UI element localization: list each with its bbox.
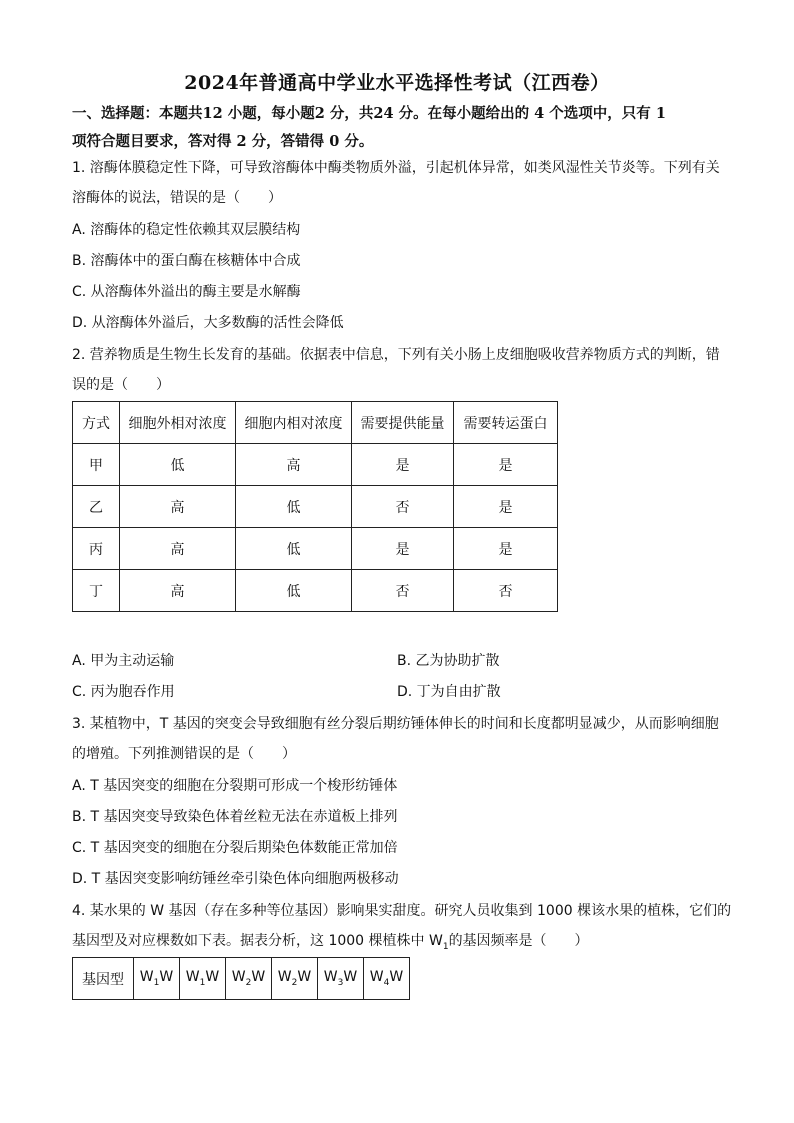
table-header-cell: 细胞外相对浓度 [120,402,236,444]
genotype-cell: $W_1W$ [134,958,180,1000]
table-cell: 高 [120,528,236,570]
q1-option-a: A. 溶酶体的稳定性依赖其双层膜结构 [72,222,301,238]
q3-stem-line1: 3. 某植物中，T 基因的突变会导致细胞有丝分裂后期纺锤体伸长的时间和长度都明显减少，从而影响细胞 [72,716,719,732]
table-cell: 高 [120,486,236,528]
table-cell: 低 [236,570,352,612]
q2-stem-line2: 误的是（ ） [72,377,170,393]
exam-title: 2024年普通高中学业水平选择性考试（江西卷） [184,72,610,94]
table-cell: 丙 [73,528,120,570]
table-cell: 低 [236,486,352,528]
table-cell: 否 [454,570,558,612]
q3-option-c: C. T 基因突变的细胞在分裂后期染色体数能正常加倍 [72,840,398,856]
table-cell: 是 [454,486,558,528]
genotype-label-cell: 基因型 [73,958,134,1000]
table-row [73,570,558,612]
q4-stem-text-a: 基因型及对应棵数如下表。据表分析，这 1000 棵植株中 W [72,933,443,949]
table-header-cell: 细胞内相对浓度 [236,402,352,444]
table-cell: 是 [352,444,454,486]
q3-option-b: B. T 基因突变导致染色体着丝粒无法在赤道板上排列 [72,809,398,825]
genotype-cell: $W_4W$ [364,958,410,1000]
table-cell: 低 [120,444,236,486]
table-header-cell: 方式 [73,402,120,444]
section-heading [72,100,732,156]
q3-option-a: A. T 基因突变的细胞在分裂期可形成一个梭形纺锤体 [72,778,398,794]
table-cell: 否 [352,486,454,528]
table-header-row [73,958,410,1000]
transport-table [72,401,558,612]
q4-stem-subscript: 1 [442,941,449,952]
table-cell: 丁 [73,570,120,612]
table-cell: 低 [236,528,352,570]
table-cell: 甲 [73,444,120,486]
table-row [73,444,558,486]
q2-option-d: D. 丁为自由扩散 [397,684,501,700]
q1-option-c: C. 从溶酶体外溢出的酶主要是水解酶 [72,284,301,300]
q2-option-c: C. 丙为胞吞作用 [72,684,175,700]
q1-stem-line2: 溶酶体的说法，错误的是（ ） [72,190,282,206]
section-heading-line2: 项符合题目要求，答对得 2 分，答错得 0 分。 [72,133,374,150]
table-cell: 是 [352,528,454,570]
table-row [73,486,558,528]
q4-stem-line2 [72,931,589,957]
genotype-cell: $W_3W$ [318,958,364,1000]
q1-stem-line1: 1. 溶酶体膜稳定性下降，可导致溶酶体中酶类物质外溢，引起机体异常，如类风湿性关节炎等。下列有关 [72,160,720,176]
section-heading-line1: 一、选择题：本题共12 小题，每小题2 分，共24 分。在每小题给出的 4 个选项中，只有 1 [72,105,666,122]
q2-option-a: A. 甲为主动运输 [72,653,175,669]
q2-option-b: B. 乙为协助扩散 [397,653,500,669]
table-cell: 是 [454,444,558,486]
table-cell: 高 [236,444,352,486]
q1-option-d: D. 从溶酶体外溢后，大多数酶的活性会降低 [72,315,344,331]
q4-stem-line1: 4. 某水果的 W 基因（存在多种等位基因）影响果实甜度。研究人员收集到 1000 棵该水果的植株，它们的 [72,903,732,919]
genotype-cell: $W_2W$ [272,958,318,1000]
q2-stem-line1: 2. 营养物质是生物生长发育的基础。依据表中信息，下列有关小肠上皮细胞吸收营养物质方式的判断，错 [72,347,720,363]
q3-stem-line2: 的增殖。下列推测错误的是（ ） [72,746,296,762]
q4-stem-text-b: 的基因频率是（ ） [448,933,589,949]
table-header-cell: 需要提供能量 [352,402,454,444]
table-row [73,528,558,570]
table-header-cell: 需要转运蛋白 [454,402,558,444]
table-header-row [73,402,558,444]
q1-option-b: B. 溶酶体中的蛋白酶在核糖体中合成 [72,253,301,269]
q3-option-d: D. T 基因突变影响纺锤丝牵引染色体向细胞两极移动 [72,871,399,887]
table-cell: 乙 [73,486,120,528]
genotype-table [72,957,410,1000]
table-cell: 高 [120,570,236,612]
genotype-cell: $W_2W$ [226,958,272,1000]
table-cell: 是 [454,528,558,570]
table-cell: 否 [352,570,454,612]
genotype-cell: $W_1W$ [180,958,226,1000]
